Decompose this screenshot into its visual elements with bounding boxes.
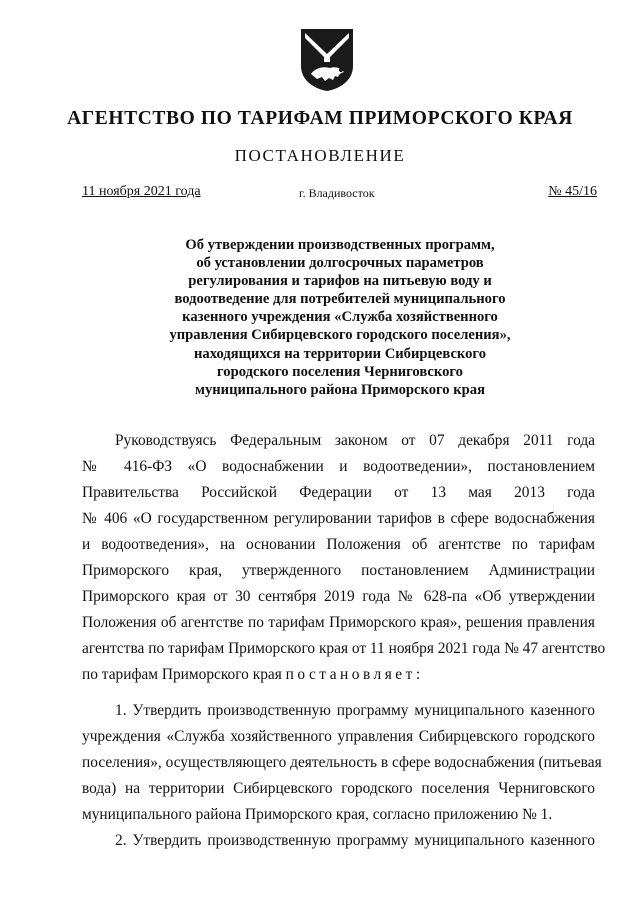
coat-of-arms-icon xyxy=(297,26,357,92)
item-1-line: вода) на территории Сибирцевского городского поселения Черниговского xyxy=(82,780,595,797)
body-line: Правительства Российской Федерации от 13 мая 2013 года xyxy=(82,484,595,501)
subject-line: казенного учреждения «Служба хозяйственного xyxy=(182,309,498,326)
subject-line: управления Сибирцевского городского поселения», xyxy=(169,327,511,344)
body-line: Приморского края от 30 сентября 2019 года № 628-па «Об утверждении xyxy=(82,588,595,605)
body-line: № 416-ФЗ «О водоснабжении и водоотведении», постановлением xyxy=(82,458,595,475)
subject-line: регулирования и тарифов на питьевую воду и xyxy=(188,273,492,290)
document-number: № 45/16 xyxy=(548,184,597,199)
subject-line: муниципального района Приморского края xyxy=(195,381,485,398)
document-date: 11 ноября 2021 года xyxy=(82,184,201,199)
item-1-line: муниципального района Приморского края, согласно приложению № 1. xyxy=(82,806,553,823)
subject-line: об установлении долгосрочных параметров xyxy=(196,255,484,272)
item-1-line: 1. Утвердить производственную программу муниципального казенного xyxy=(115,702,595,719)
resolves-word: постановляет: xyxy=(285,666,424,683)
document-subject xyxy=(60,236,620,399)
subject-line: находящихся на территории Сибирцевского xyxy=(194,345,486,362)
agency-title: АГЕНТСТВО ПО ТАРИФАМ ПРИМОРСКОГО КРАЯ xyxy=(67,108,573,129)
body-line: агентства по тарифам Приморского края от 11 ноября 2021 года № 47 агентство xyxy=(82,640,606,657)
body-line: № 406 «О государственном регулировании тарифов в сфере водоснабжения xyxy=(82,510,595,527)
document-type: ПОСТАНОВЛЕНИЕ xyxy=(234,146,406,165)
item-1-line: поселения», осуществляющего деятельность в сфере водоснабжения (питьевая xyxy=(82,754,602,771)
item-2-line: 2. Утвердить производственную программу муниципального казенного xyxy=(115,832,595,849)
body-last-line xyxy=(82,662,595,688)
body-line: Положения об агентстве по тарифам Приморского края», решения правления xyxy=(82,614,595,631)
body-line: Приморского края, утвержденного постановлением Администрации xyxy=(82,562,595,579)
subject-line: Об утверждении производственных программ, xyxy=(185,237,495,253)
subject-line: городского поселения Черниговского xyxy=(217,363,463,380)
body-line: и водоотведения», на основании Положения об агентстве по тарифам xyxy=(82,536,595,553)
body-line: Руководствуясь Федеральным законом от 07 декабря 2011 года xyxy=(115,432,595,449)
body-last-line-prefix: по тарифам Приморского края xyxy=(82,666,286,683)
document-city: г. Владивосток xyxy=(299,186,375,200)
subject-line: водоотведение для потребителей муниципального xyxy=(174,291,506,308)
item-1-line: учреждения «Служба хозяйственного управления Сибирцевского городского xyxy=(82,728,595,745)
